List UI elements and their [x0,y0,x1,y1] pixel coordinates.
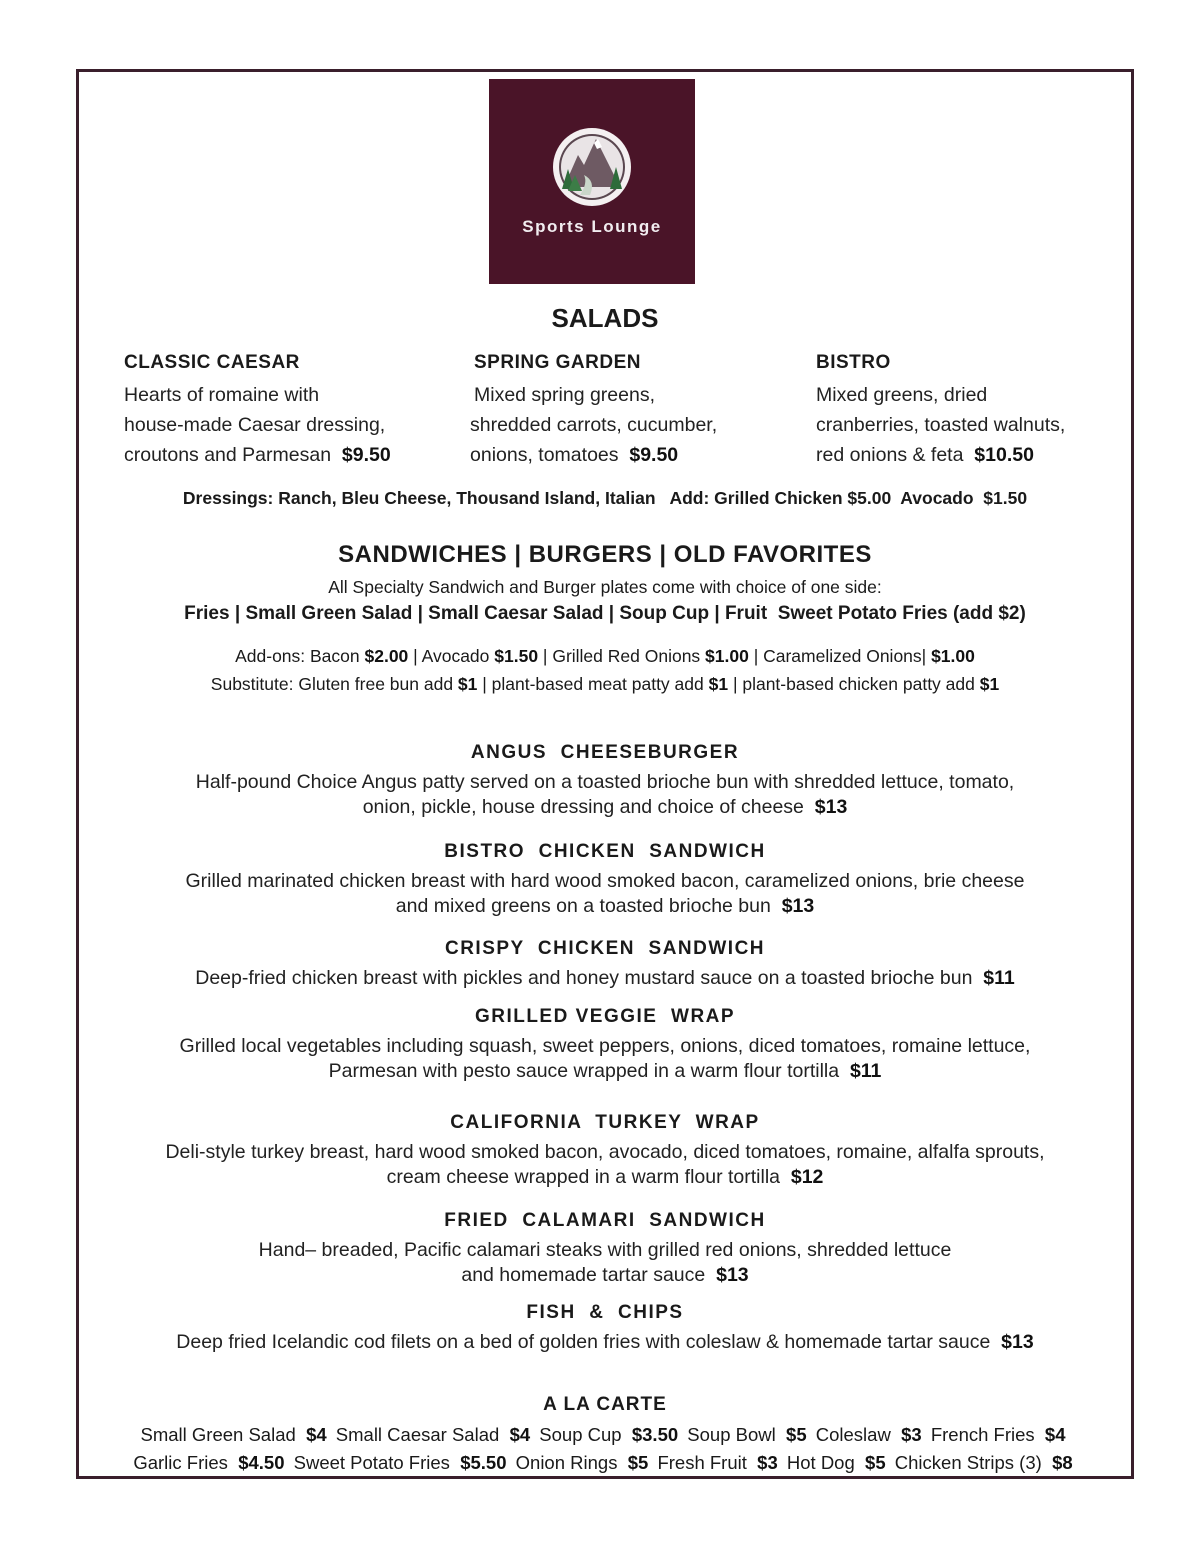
sides-list: Fries | Small Green Salad | Small Caesar Salad | Soup Cup | Fruit Sweet Potato Fries (add $2) [184,603,1026,624]
item-name: BISTRO CHICKEN SANDWICH [444,841,766,862]
substitute-line: Substitute: Gluten free bun add $1 | plant-based meat patty add $1 | plant-based chicken patty add $1 [210,674,1000,694]
salad-spring-garden [470,352,790,470]
item-description: Grilled marinated chicken breast with hard wood smoked bacon, caramelized onions, brie cheese and mixed greens on a toasted brioche bun $13 [185,870,1025,917]
item-name: CALIFORNIA TURKEY WRAP [450,1112,760,1133]
menu-item-crispy-chicken-sandwich [76,938,1134,991]
item-price: $12 [790,1166,824,1188]
item-name: CRISPY CHICKEN SANDWICH [444,938,766,959]
item-name: GRILLED VEGGIE WRAP [474,1006,736,1027]
menu-item-grilled-veggie-wrap [76,1006,1134,1084]
item-price: $11 [849,1060,882,1082]
item-price: $13 [1001,1331,1034,1353]
mountain-tree-emblem-icon [550,125,634,209]
logo [489,79,695,284]
salad-description: Mixed spring greens, shredded carrots, cucumber, onions, tomatoes $9.50 [470,384,718,466]
sandwiches-heading: SANDWICHES | BURGERS | OLD FAVORITES [338,541,872,568]
item-name: FRIED CALAMARI SANDWICH [444,1210,766,1231]
salad-bistro [816,352,1136,470]
item-name: ANGUS CHEESEBURGER [470,742,740,763]
dressings-note: Dressings: Ranch, Bleu Cheese, Thousand Island, Italian Add: Grilled Chicken $5.00 Avocado $1.50 [182,488,1028,508]
salad-classic-caesar [124,352,444,470]
list-item: Fresh Fruit $3 [657,1452,778,1473]
menu-item-bistro-chicken-sandwich [76,841,1134,919]
salad-price: $9.50 [629,444,679,466]
item-description: Grilled local vegetables including squash, sweet peppers, onions, diced tomatoes, romaine lettuce, Parmesan with pesto sauce wrapped in a warm flour tortilla $11 [179,1035,1031,1082]
a-la-carte-row-1 [76,1421,1134,1449]
item-price: $13 [814,796,848,818]
list-item: Coleslaw $3 [815,1424,922,1445]
salad-name: SPRING GARDEN [474,352,641,373]
list-item: Hot Dog $5 [786,1452,886,1473]
salads-heading: SALADS [551,303,659,333]
salad-name: CLASSIC CAESAR [124,352,300,373]
addons-line: Add-ons: Bacon $2.00 | Avocado $1.50 | Grilled Red Onions $1.00 | Caramelized Onions| $1.00 [235,646,975,666]
salad-name: BISTRO [816,352,891,373]
salad-price: $10.50 [974,444,1034,466]
item-price: $13 [781,895,815,917]
salad-price: $9.50 [341,444,391,466]
list-item: Soup Bowl $5 [687,1424,807,1445]
menu-item-fish-and-chips [76,1302,1134,1355]
brand-name: Sports Lounge [522,217,662,236]
list-item: Small Green Salad $4 [140,1424,327,1445]
menu-item-california-turkey-wrap [76,1112,1134,1190]
a-la-carte-row-2 [76,1449,1134,1477]
salad-description: Mixed greens, dried cranberries, toasted walnuts, red onions & feta $10.50 [816,384,1066,466]
item-price: $11 [983,967,1015,989]
menu-item-fried-calamari-sandwich [76,1210,1134,1288]
item-description: Deep-fried chicken breast with pickles and honey mustard sauce on a toasted brioche bun $11 [195,967,1015,989]
a-la-carte-heading: A LA CARTE [543,1394,667,1415]
list-item: Small Caesar Salad $4 [335,1424,531,1445]
list-item: Sweet Potato Fries $5.50 [293,1452,507,1473]
item-description: Deep fried Icelandic cod filets on a bed of golden fries with coleslaw & homemade tartar sauce $13 [176,1331,1034,1353]
salad-description: Hearts of romaine with house-made Caesar dressing, croutons and Parmesan $9.50 [124,384,391,466]
menu-item-angus-cheeseburger [76,742,1134,820]
item-description: Half-pound Choice Angus patty served on a toasted brioche bun with shredded lettuce, tomato, onion, pickle, house dressing and choice of cheese $13 [195,771,1015,818]
list-item: Chicken Strips (3) $8 [894,1452,1073,1473]
item-name: FISH & CHIPS [526,1302,684,1323]
list-item: Onion Rings $5 [515,1452,649,1473]
item-description: Hand– breaded, Pacific calamari steaks with grilled red onions, shredded lettuce and homemade tartar sauce $13 [258,1239,952,1286]
list-item: French Fries $4 [930,1424,1066,1445]
item-description: Deli-style turkey breast, hard wood smoked bacon, avocado, diced tomatoes, romaine, alfalfa sprouts, cream cheese wrapped in a warm flour tortilla $12 [165,1141,1045,1188]
list-item: Soup Cup $3.50 [539,1424,679,1445]
item-price: $13 [716,1264,749,1286]
list-item: Garlic Fries $4.50 [133,1452,285,1473]
sides-intro: All Specialty Sandwich and Burger plates come with choice of one side: [328,577,882,597]
